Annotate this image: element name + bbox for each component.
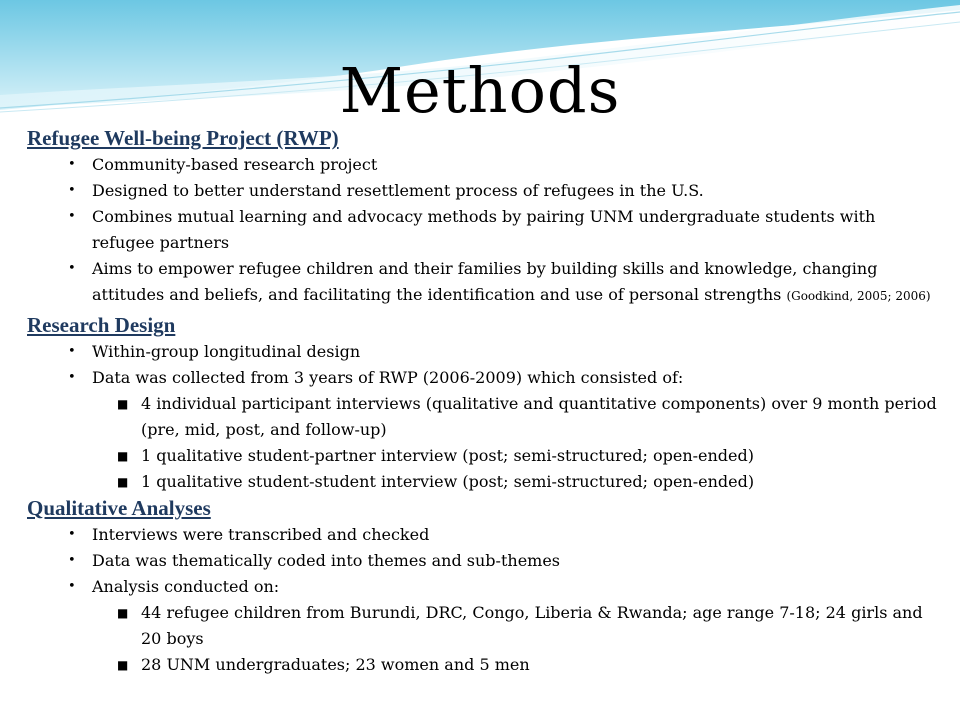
list-item: • Designed to better understand resettlement process of refugees in the U.S.: [27, 178, 942, 204]
section-heading-rwp: Refugee Well-being Project (RWP): [27, 126, 339, 150]
sub-list-item: ■ 28 UNM undergraduates; 23 women and 5 men: [27, 652, 942, 678]
list-item: [27, 256, 942, 309]
bullet-icon: •: [68, 527, 76, 542]
bullet-icon: •: [68, 344, 76, 359]
rwp-bullet-list: [27, 152, 942, 309]
slide-title: Methods: [339, 54, 621, 127]
section-heading-qualitative-analyses: Qualitative Analyses: [27, 496, 211, 520]
list-item: • Analysis conducted on:: [27, 574, 942, 600]
square-bullet-icon: ■: [117, 475, 129, 489]
research-design-bullet-list: [27, 339, 942, 495]
square-bullet-icon: ■: [117, 606, 129, 620]
bullet-icon: •: [68, 261, 76, 276]
sub-list-item: ■ 4 individual participant interviews (qualitative and quantitative components) over 9 month period (pre, mid, post, and follow-up): [27, 391, 942, 443]
list-item: • Data was collected from 3 years of RWP (2006-2009) which consisted of:: [27, 365, 942, 391]
list-item: • Within-group longitudinal design: [27, 339, 942, 365]
bullet-icon: •: [68, 209, 76, 224]
bullet-icon: •: [68, 157, 76, 172]
bullet-icon: •: [68, 579, 76, 594]
sub-list-item: ■ 1 qualitative student-partner interview (post; semi-structured; open-ended): [27, 443, 942, 469]
bullet-icon: •: [68, 553, 76, 568]
qualitative-analyses-bullet-list: [27, 522, 942, 678]
list-item: • Interviews were transcribed and checked: [27, 522, 942, 548]
sub-list-item: ■ 44 refugee children from Burundi, DRC, Congo, Liberia & Rwanda; age range 7-18; 24 girls and 20 boys: [27, 600, 942, 652]
slide-content: [27, 124, 942, 678]
list-item: • Combines mutual learning and advocacy methods by pairing UNM undergraduate students with refugee partners: [27, 204, 942, 256]
list-item: • Community-based research project: [27, 152, 942, 178]
square-bullet-icon: ■: [117, 658, 129, 672]
square-bullet-icon: ■: [117, 449, 129, 463]
list-item: • Data was thematically coded into themes and sub-themes: [27, 548, 942, 574]
bullet-icon: •: [68, 183, 76, 198]
sub-list-item: ■ 1 qualitative student-student interview (post; semi-structured; open-ended): [27, 469, 942, 495]
square-bullet-icon: ■: [117, 397, 129, 411]
section-heading-research-design: Research Design: [27, 313, 176, 337]
aims-text: Aims to empower refugee children and their families by building skills and knowledge, changing attitudes and beliefs, and facilitating the identification and use of personal strengths: [92, 259, 878, 304]
bullet-icon: •: [68, 370, 76, 385]
citation: (Goodkind, 2005; 2006): [786, 289, 931, 303]
